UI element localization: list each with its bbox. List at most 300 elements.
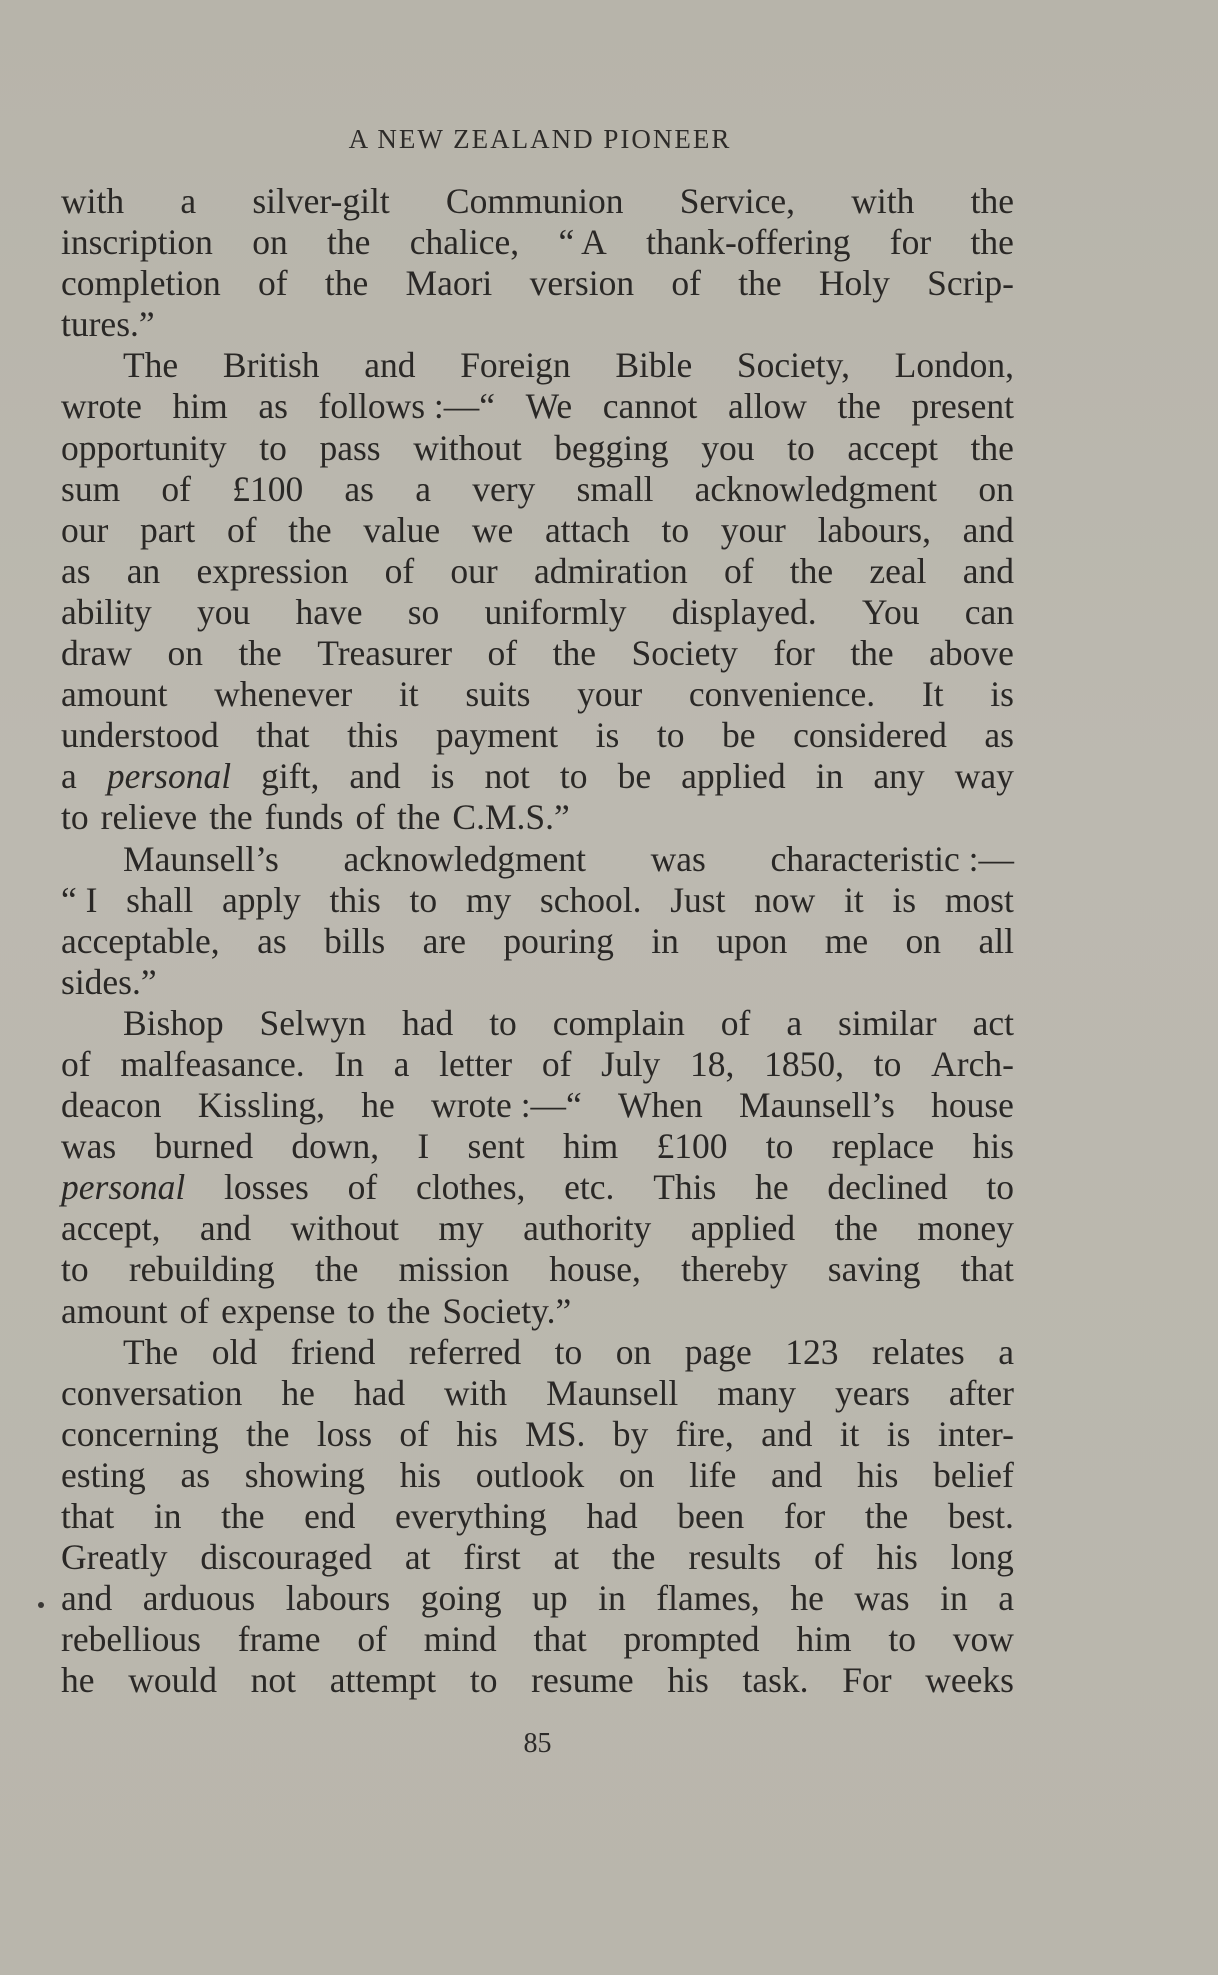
word: to xyxy=(61,797,89,838)
word: tures.” xyxy=(61,304,155,345)
word: to xyxy=(656,715,685,756)
word: I xyxy=(417,1126,430,1167)
word: the xyxy=(288,509,332,550)
word: would xyxy=(128,1660,217,1701)
word: the xyxy=(738,263,782,304)
word: for xyxy=(783,1496,826,1536)
word: saving xyxy=(827,1249,921,1290)
word: had xyxy=(401,1002,454,1043)
word: it xyxy=(839,1413,860,1454)
word: it xyxy=(843,879,864,920)
word: esting xyxy=(61,1454,146,1495)
word: as xyxy=(180,1454,211,1495)
word: Maunsell xyxy=(546,1372,679,1413)
word: is xyxy=(990,674,1014,715)
text-line xyxy=(61,428,1014,469)
word: we xyxy=(471,509,514,550)
word: the xyxy=(864,1496,909,1536)
word: the xyxy=(612,1537,656,1578)
word: not xyxy=(250,1660,297,1701)
word: this xyxy=(347,715,399,756)
word: of xyxy=(671,263,701,304)
word: mission xyxy=(398,1249,510,1290)
word: is xyxy=(430,756,455,797)
word: labours, xyxy=(817,509,931,550)
word: of xyxy=(347,1167,378,1208)
word: shall xyxy=(126,879,194,920)
word: frame xyxy=(237,1619,321,1660)
text-line xyxy=(61,469,1014,510)
word: of xyxy=(355,797,386,838)
word: friend xyxy=(290,1331,376,1372)
word: to xyxy=(554,1331,583,1372)
word: weeks xyxy=(925,1660,1014,1701)
word: discouraged xyxy=(200,1537,372,1578)
word: wrote xyxy=(61,386,142,427)
word: an xyxy=(126,550,161,591)
word: rebellious xyxy=(61,1619,201,1660)
word: your xyxy=(720,509,786,550)
word: the xyxy=(834,1208,878,1249)
word: he xyxy=(281,1372,315,1413)
word: old xyxy=(211,1331,258,1372)
word: in xyxy=(940,1578,968,1619)
word: applied xyxy=(690,1208,796,1249)
word: the xyxy=(209,797,253,838)
word: the xyxy=(837,386,881,427)
word: for xyxy=(773,633,815,674)
word: of xyxy=(541,1043,572,1084)
word: Greatly xyxy=(61,1537,168,1578)
word: up xyxy=(532,1578,568,1619)
word: at xyxy=(404,1537,431,1578)
word: a xyxy=(415,468,431,509)
word: whenever xyxy=(214,674,353,715)
word: he xyxy=(755,1167,789,1208)
word: malfeasance. xyxy=(120,1043,305,1084)
margin-mark xyxy=(38,1602,44,1608)
word: most xyxy=(944,879,1014,920)
word: he xyxy=(361,1085,395,1126)
word: Society, xyxy=(736,345,850,386)
word: way xyxy=(954,756,1014,797)
word: concerning xyxy=(61,1413,219,1454)
word: of xyxy=(399,1413,429,1454)
word: be xyxy=(617,756,652,797)
word: of xyxy=(61,1043,91,1084)
word: Society xyxy=(631,633,738,674)
word: a xyxy=(393,1043,410,1084)
word: acknowledgment xyxy=(343,838,586,879)
word: 1850, xyxy=(764,1043,845,1084)
text-line xyxy=(61,510,1014,551)
text-line xyxy=(61,1619,1014,1660)
text-line xyxy=(61,1414,1014,1455)
word: deacon xyxy=(61,1085,162,1126)
text-line xyxy=(61,1332,1014,1373)
text-line xyxy=(61,1167,1014,1208)
word: amount xyxy=(61,674,168,715)
word: upon xyxy=(716,920,788,961)
word: admiration xyxy=(533,550,688,591)
word: London, xyxy=(894,345,1014,386)
word: everything xyxy=(394,1496,547,1536)
word: you xyxy=(196,591,251,632)
word: part xyxy=(140,509,196,550)
word: C.M.S.” xyxy=(452,797,570,838)
word: the xyxy=(246,1413,290,1454)
word: of xyxy=(813,1537,844,1578)
word: a xyxy=(998,1578,1014,1619)
running-head: A NEW ZEALAND PIONEER xyxy=(348,124,732,154)
word: task. xyxy=(742,1660,809,1701)
word: on xyxy=(252,222,288,263)
word: of xyxy=(226,509,257,550)
word: In xyxy=(334,1043,364,1084)
word: fire, xyxy=(675,1413,734,1454)
text-line xyxy=(61,304,1014,345)
word: complain xyxy=(552,1002,685,1043)
word: burned xyxy=(154,1126,254,1167)
word: to xyxy=(873,1043,902,1084)
word: showing xyxy=(244,1454,366,1495)
word: authority xyxy=(523,1208,652,1249)
word: thank-offering xyxy=(646,222,851,263)
text-line xyxy=(61,551,1014,592)
word: Scrip- xyxy=(927,263,1014,304)
word: Bible xyxy=(615,345,693,386)
word: so xyxy=(407,591,440,632)
word: and xyxy=(364,345,416,386)
word: he xyxy=(61,1660,95,1701)
page-number: 85 xyxy=(523,1728,552,1759)
word: suits xyxy=(465,674,531,715)
text-line xyxy=(61,797,1014,838)
word: expression xyxy=(196,550,349,591)
text-line xyxy=(61,1455,1014,1496)
word: Maunsell’s xyxy=(739,1085,895,1126)
word: displayed. xyxy=(671,591,817,632)
word: it xyxy=(398,674,419,715)
word: apply xyxy=(221,879,301,920)
word: personal xyxy=(106,756,232,797)
word: house xyxy=(931,1085,1014,1126)
word: that xyxy=(256,715,310,756)
word: wrote :—“ xyxy=(430,1085,582,1126)
text-line xyxy=(61,1373,1014,1414)
word: flames, xyxy=(656,1578,760,1619)
word: funds xyxy=(264,797,344,838)
word: was xyxy=(61,1126,117,1167)
word: sent xyxy=(467,1126,525,1167)
word: long xyxy=(950,1537,1014,1578)
word: sum xyxy=(61,468,121,509)
word: resume xyxy=(531,1660,634,1701)
word: not xyxy=(484,756,530,797)
word: going xyxy=(420,1578,502,1619)
word: his xyxy=(667,1660,709,1701)
word: the xyxy=(970,181,1014,221)
word: MS. xyxy=(525,1413,586,1454)
text-line xyxy=(61,592,1014,633)
word: the xyxy=(970,222,1014,263)
word: and xyxy=(962,550,1014,591)
word: the xyxy=(850,633,894,674)
word: losses xyxy=(224,1167,309,1208)
text-line xyxy=(61,921,1014,962)
text-line xyxy=(61,386,1014,427)
word: without xyxy=(413,427,522,468)
word: had xyxy=(353,1372,406,1413)
word: of xyxy=(161,468,191,509)
word: inter- xyxy=(937,1413,1014,1454)
word: vow xyxy=(952,1619,1014,1660)
word: version xyxy=(529,263,635,304)
word: been xyxy=(677,1496,745,1536)
word: expense xyxy=(221,1290,336,1331)
word: silver-gilt xyxy=(252,181,390,221)
word: to xyxy=(986,1167,1014,1208)
word: attach xyxy=(545,509,630,550)
word: all xyxy=(978,920,1014,961)
word: declined xyxy=(827,1167,948,1208)
word: Holy xyxy=(818,263,890,304)
word: the xyxy=(789,550,834,591)
word: this xyxy=(329,879,381,920)
word: relieve xyxy=(100,797,198,838)
word: on xyxy=(615,1331,652,1372)
word: zeal xyxy=(869,550,927,591)
word: for xyxy=(889,222,932,263)
word: to xyxy=(888,1619,916,1660)
word: gift, xyxy=(261,756,320,797)
word: that xyxy=(533,1619,587,1660)
word: have xyxy=(295,591,363,632)
text-line xyxy=(61,1660,1014,1701)
word: outlook xyxy=(475,1454,585,1495)
word: acknowledgment xyxy=(694,468,938,509)
word: uniformly xyxy=(484,591,627,632)
text-line xyxy=(61,1003,1014,1044)
word: the xyxy=(387,1290,431,1331)
word: The xyxy=(123,1331,179,1372)
word: thereby xyxy=(681,1249,788,1290)
word: my xyxy=(438,1208,484,1249)
word: by xyxy=(612,1413,649,1454)
word: conversation xyxy=(61,1372,243,1413)
word: end xyxy=(304,1496,356,1536)
word: We xyxy=(525,386,573,427)
word: applied xyxy=(681,756,786,797)
text-line xyxy=(61,1085,1014,1126)
word: loss xyxy=(316,1413,373,1454)
word: and xyxy=(349,756,401,797)
word: For xyxy=(842,1660,892,1701)
word: a xyxy=(180,181,197,221)
text-line xyxy=(61,345,1014,386)
word: his xyxy=(399,1454,442,1495)
word: as xyxy=(258,386,288,427)
word: him xyxy=(563,1126,619,1167)
word: act xyxy=(972,1002,1014,1043)
word: money xyxy=(917,1208,1014,1249)
word: can xyxy=(964,591,1014,632)
word: understood xyxy=(61,715,219,756)
word: is xyxy=(886,1413,911,1454)
word: the xyxy=(221,1496,265,1536)
word: of xyxy=(179,1290,210,1331)
word: of xyxy=(357,1619,387,1660)
word: that xyxy=(960,1249,1014,1290)
word: to xyxy=(559,756,588,797)
word: a xyxy=(61,756,77,797)
word: after xyxy=(948,1372,1014,1413)
word: to xyxy=(661,509,690,550)
word: a xyxy=(998,1331,1014,1372)
word: the xyxy=(970,427,1014,468)
word: was xyxy=(650,838,706,879)
word: completion xyxy=(61,263,221,304)
word: the xyxy=(324,263,369,304)
word: the xyxy=(327,222,371,263)
word: Foreign xyxy=(460,345,571,386)
word: £100 xyxy=(656,1126,728,1167)
word: as xyxy=(344,468,374,509)
word: him xyxy=(172,386,228,427)
word: Communion xyxy=(445,181,624,221)
word: as xyxy=(984,715,1014,756)
word: in xyxy=(153,1496,182,1536)
word: his xyxy=(456,1413,498,1454)
word: a xyxy=(786,1002,803,1043)
word: belief xyxy=(933,1454,1014,1495)
word: the xyxy=(314,1249,359,1290)
word: on xyxy=(167,633,203,674)
word: Treasurer xyxy=(317,633,453,674)
word: rebuilding xyxy=(128,1249,275,1290)
word: of xyxy=(720,1002,751,1043)
word: school. xyxy=(539,879,642,920)
word: of xyxy=(384,550,415,591)
word: our xyxy=(450,550,498,591)
word: page xyxy=(684,1331,752,1372)
word: in xyxy=(651,920,679,961)
word: be xyxy=(722,715,756,756)
word: arduous xyxy=(142,1578,256,1619)
word: Society.” xyxy=(442,1290,572,1331)
word: him xyxy=(796,1619,852,1660)
word: to xyxy=(787,427,815,468)
word: life xyxy=(689,1454,737,1495)
word: opportunity xyxy=(61,427,227,468)
text-line xyxy=(61,1578,1014,1619)
word: clothes, xyxy=(415,1167,526,1208)
word: characteristic :— xyxy=(770,838,1014,879)
word: to xyxy=(61,1249,89,1290)
word: personal xyxy=(61,1167,186,1208)
word: accept, xyxy=(61,1208,161,1249)
text-line xyxy=(61,1496,1014,1537)
word: This xyxy=(653,1167,717,1208)
word: and xyxy=(61,1578,113,1619)
word: his xyxy=(876,1537,918,1578)
word: to xyxy=(347,1290,376,1331)
word: 18, xyxy=(690,1043,735,1084)
word: mind xyxy=(423,1619,497,1660)
word: value xyxy=(363,509,441,550)
text-line xyxy=(61,181,1014,222)
word: any xyxy=(873,756,925,797)
word: of xyxy=(723,550,754,591)
word: his xyxy=(856,1454,899,1495)
text-line xyxy=(61,839,1014,880)
word: £100 xyxy=(232,468,304,509)
word: above xyxy=(929,633,1014,674)
word: sides.” xyxy=(61,961,157,1002)
word: results xyxy=(688,1537,782,1578)
word: house, xyxy=(549,1249,641,1290)
word: and xyxy=(962,509,1014,550)
word: present xyxy=(911,386,1014,427)
word: that xyxy=(61,1496,115,1536)
word: payment xyxy=(435,715,559,756)
text-line xyxy=(61,263,1014,304)
word: Maori xyxy=(405,263,493,304)
word: my xyxy=(465,879,512,920)
word: to xyxy=(765,1126,794,1167)
word: as xyxy=(257,920,287,961)
word: and xyxy=(771,1454,823,1495)
word: begging xyxy=(554,427,669,468)
word: with xyxy=(851,181,915,221)
word: bills xyxy=(324,920,386,961)
word: very xyxy=(472,468,536,509)
word: in xyxy=(815,756,844,797)
word: Kissling, xyxy=(197,1085,325,1126)
word: small xyxy=(576,468,654,509)
word: Arch- xyxy=(931,1043,1014,1084)
word: “ I xyxy=(61,879,98,920)
word: follows :—“ xyxy=(318,386,496,427)
word: best. xyxy=(947,1496,1014,1536)
word: convenience. xyxy=(688,674,876,715)
word: accept xyxy=(847,427,938,468)
word: on xyxy=(978,468,1014,509)
word: replace xyxy=(831,1126,935,1167)
word: acceptable, xyxy=(61,920,220,961)
word: the xyxy=(552,633,596,674)
word: 123 xyxy=(785,1331,839,1372)
word: inscription xyxy=(61,222,213,263)
word: your xyxy=(577,674,643,715)
word: and xyxy=(761,1413,813,1454)
word: considered xyxy=(793,715,947,756)
word: pass xyxy=(319,427,381,468)
word: to xyxy=(259,427,287,468)
text-line xyxy=(61,1537,1014,1578)
word: me xyxy=(824,920,869,961)
word: our xyxy=(61,509,109,550)
word: The xyxy=(123,345,179,386)
word: had xyxy=(586,1496,638,1536)
word: It xyxy=(921,674,944,715)
word: of xyxy=(487,633,518,674)
word: as xyxy=(61,550,91,591)
word: attempt xyxy=(329,1660,437,1701)
word: Just xyxy=(670,879,726,920)
text-line xyxy=(61,1044,1014,1085)
text-line xyxy=(61,1249,1014,1290)
